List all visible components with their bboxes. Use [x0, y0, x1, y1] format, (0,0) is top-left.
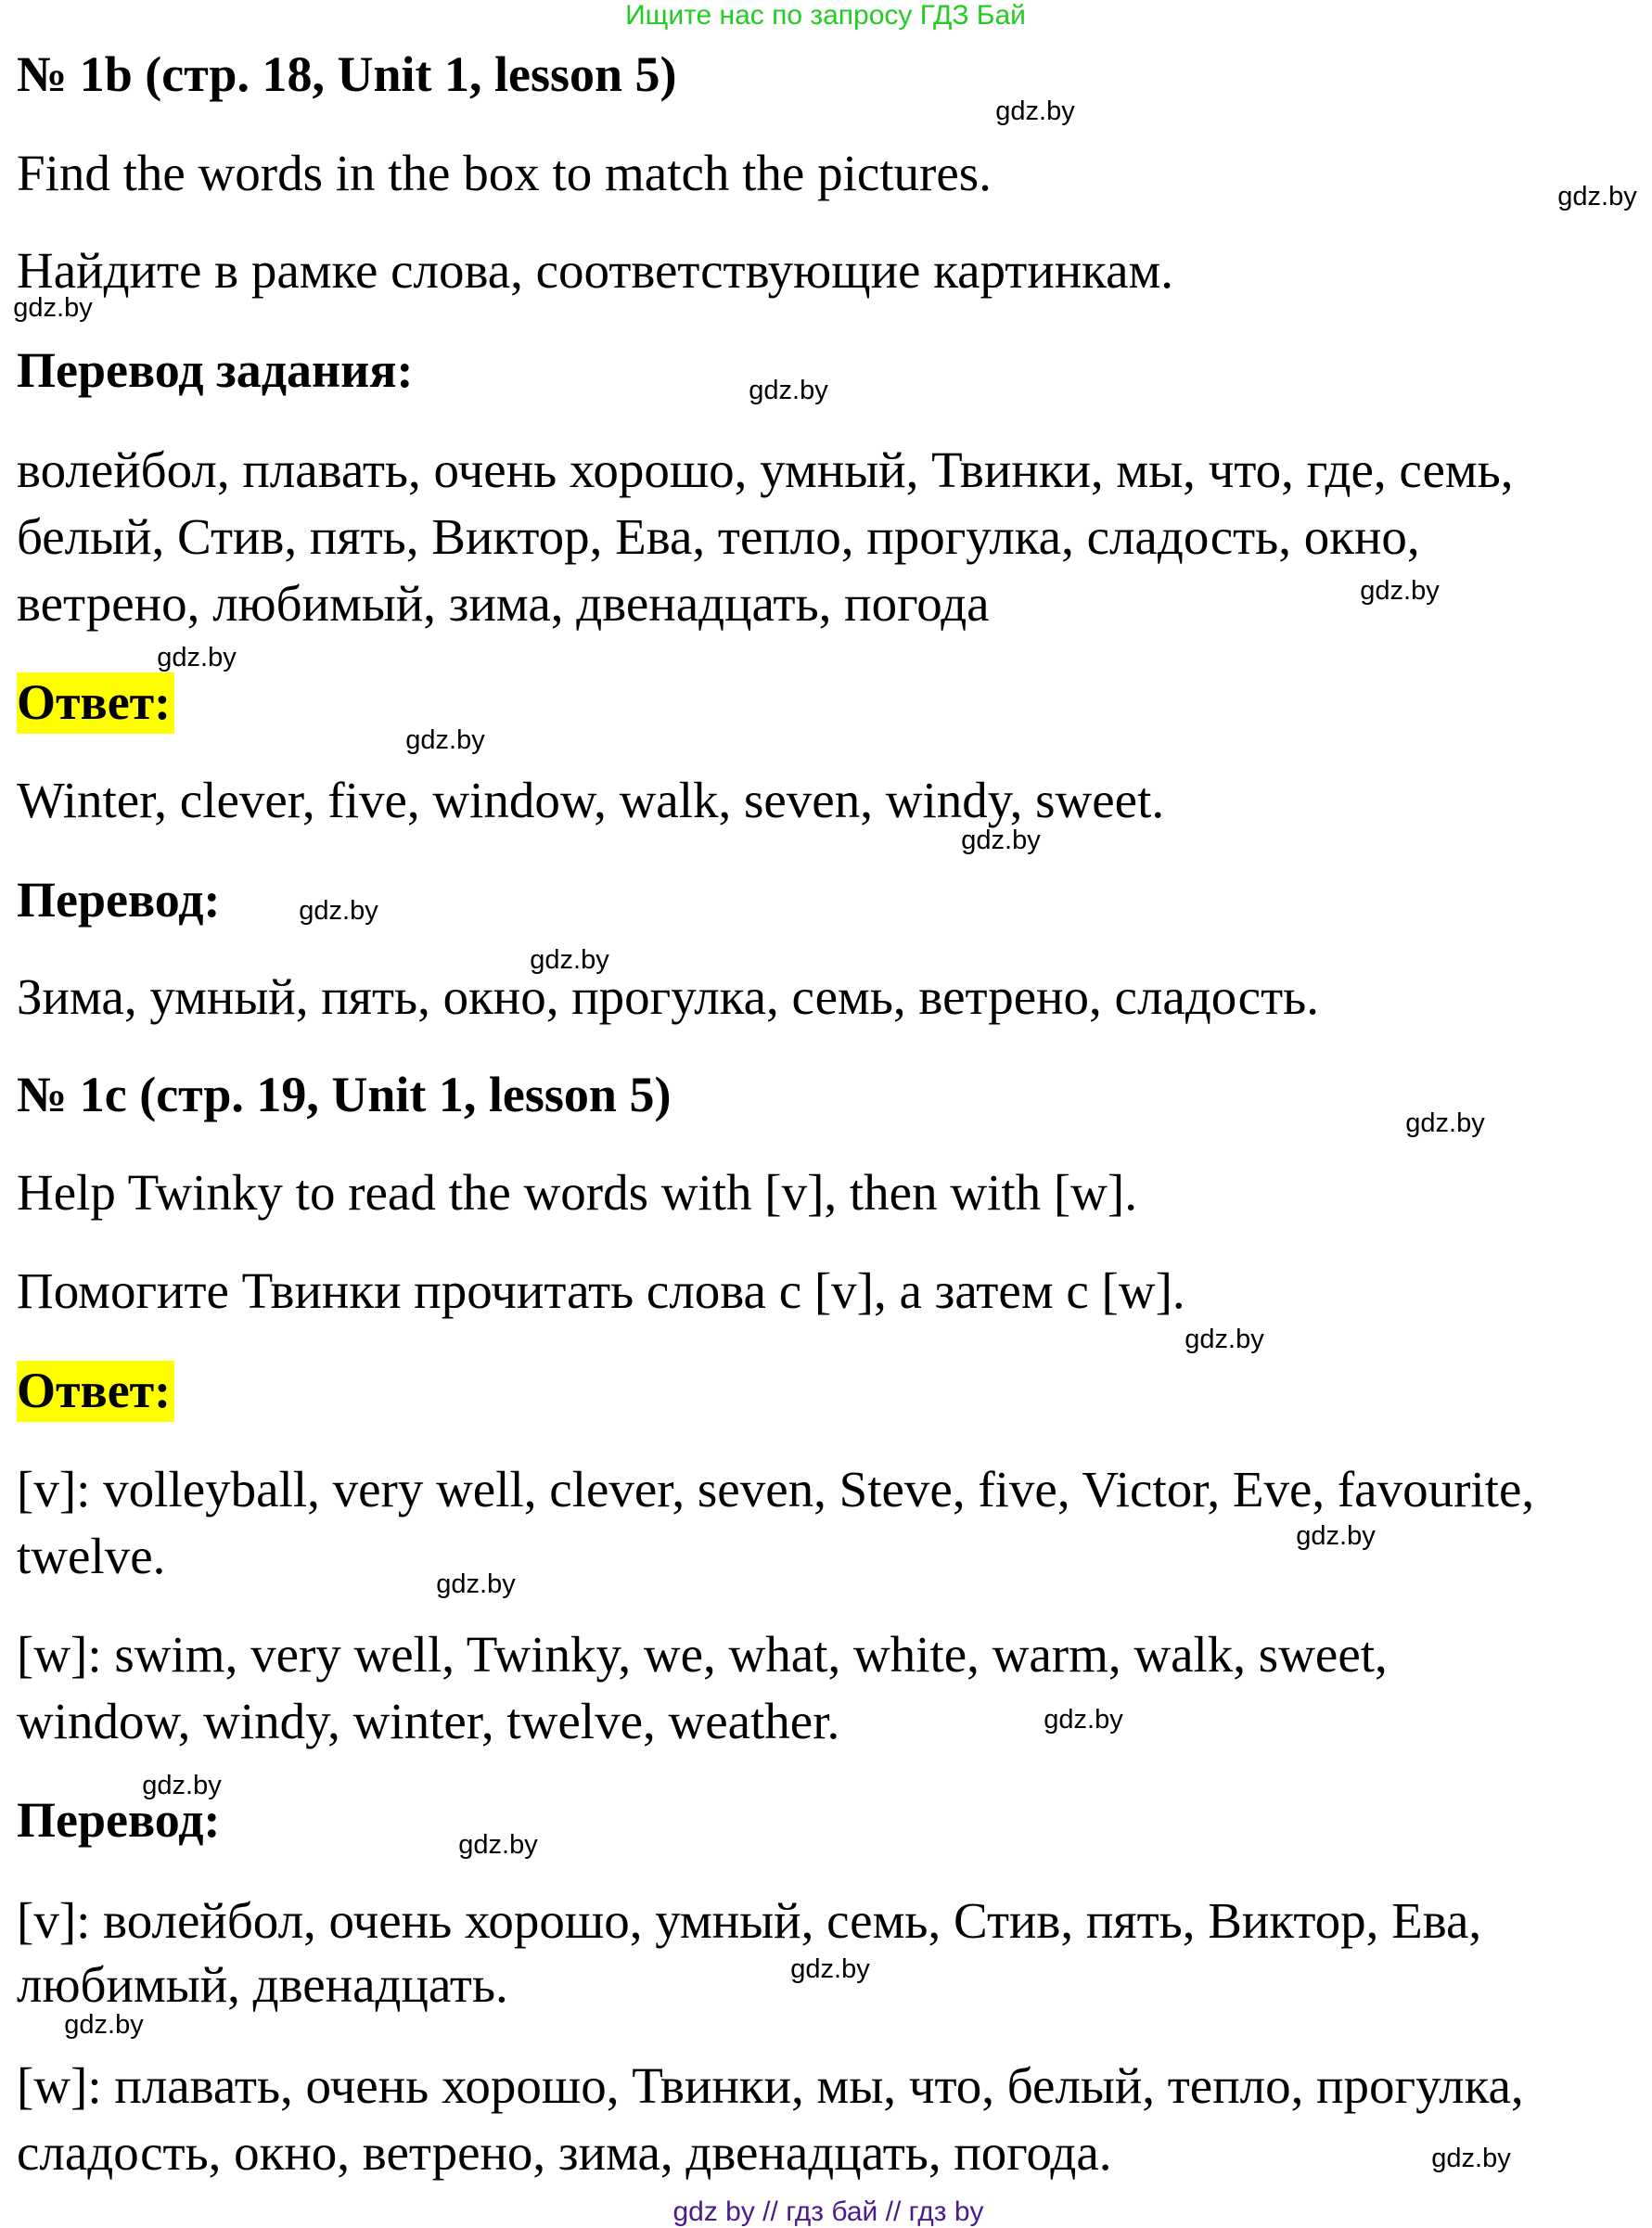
task-1b-translation-line: волейбол, плавать, очень хорошо, умный, Твинки, мы, что, где, семь, [17, 442, 1514, 498]
watermark: gdz.by [530, 945, 609, 975]
task-1b-answer-translation: Зима, умный, пять, окно, прогулка, семь, ветрено, сладость. [17, 968, 1319, 1025]
answer-highlight: Ответ: [17, 1361, 174, 1422]
task-1c-answer-w: [w]: swim, very well, Twinky, we, what, white, warm, walk, sweet, [17, 1626, 1388, 1683]
task-1c-instruction-ru: Помогите Твинки прочитать слова с [v], а затем с [w]. [17, 1262, 1185, 1319]
task-1c-answer-v: twelve. [17, 1528, 166, 1584]
task-1c-translation-heading: Перевод: [17, 1792, 221, 1848]
task-1b-instruction-ru: Найдите в рамке слова, соответствующие картинкам. [17, 242, 1174, 299]
task-1c-translation-v: [v]: волейбол, очень хорошо, умный, семь, Стив, пять, Виктор, Ева, [17, 1892, 1482, 1949]
task-1b-answer-label [17, 676, 174, 728]
watermark: gdz.by [142, 1771, 222, 1800]
task-1c-translation-w: сладость, окно, ветрено, зима, двенадцать, погода. [17, 2124, 1112, 2181]
watermark: gdz.by [1405, 1108, 1485, 1138]
watermark: gdz.by [458, 1830, 538, 1860]
watermark: gdz.by [299, 896, 378, 926]
task-1b-instruction-en: Find the words in the box to match the pictures. [17, 145, 992, 201]
task-1c-translation-w: [w]: плавать, очень хорошо, Твинки, мы, что, белый, тепло, прогулка, [17, 2057, 1524, 2114]
watermark: gdz.by [1557, 182, 1637, 211]
watermark: gdz.by [64, 2010, 144, 2040]
watermark: gdz.by [157, 643, 237, 672]
task-1b-title: № 1b (стр. 18, Unit 1, lesson 5) [17, 46, 677, 102]
task-1c-answer-v: [v]: volleyball, very well, clever, seven, Steve, five, Victor, Eve, favourite, [17, 1461, 1535, 1517]
watermark: gdz.by [1431, 2144, 1511, 2173]
task-1b-answer-translation-heading: Перевод: [17, 872, 221, 928]
task-1c-instruction-en: Help Twinky to read the words with [v], then with [w]. [17, 1164, 1137, 1221]
watermark: gdz.by [961, 826, 1041, 855]
watermark: gdz.by [1044, 1705, 1123, 1735]
task-1c-title: № 1c (стр. 19, Unit 1, lesson 5) [17, 1067, 672, 1122]
watermark: gdz.by [995, 96, 1075, 126]
watermark: gdz.by [405, 725, 485, 755]
watermark: gdz.by [436, 1569, 516, 1599]
task-1c-answer-label [17, 1364, 174, 1416]
watermark: gdz.by [13, 293, 93, 323]
task-1c-translation-v: любимый, двенадцать. [17, 1956, 508, 2013]
watermark: gdz.by [1360, 576, 1440, 606]
watermark: gdz.by [1185, 1325, 1264, 1354]
task-1c-answer-w: window, windy, winter, twelve, weather. [17, 1693, 840, 1749]
answer-highlight: Ответ: [17, 672, 174, 734]
footer-links[interactable]: gdz by // гдз бай // гдз by [672, 2196, 984, 2227]
watermark: gdz.by [790, 1954, 870, 1984]
task-1b-translation-line: белый, Стив, пять, Виктор, Ева, тепло, прогулка, сладость, окно, [17, 508, 1420, 565]
task-1b-translation-line: ветрено, любимый, зима, двенадцать, погода [17, 575, 990, 632]
watermark: gdz.by [749, 376, 828, 405]
watermark: gdz.by [1296, 1521, 1376, 1551]
search-banner[interactable]: Ищите нас по запросу ГДЗ Бай [625, 0, 1026, 31]
task-1b-translation-heading: Перевод задания: [17, 342, 414, 398]
task-1b-answer: Winter, clever, five, window, walk, seven, windy, sweet. [17, 772, 1165, 828]
